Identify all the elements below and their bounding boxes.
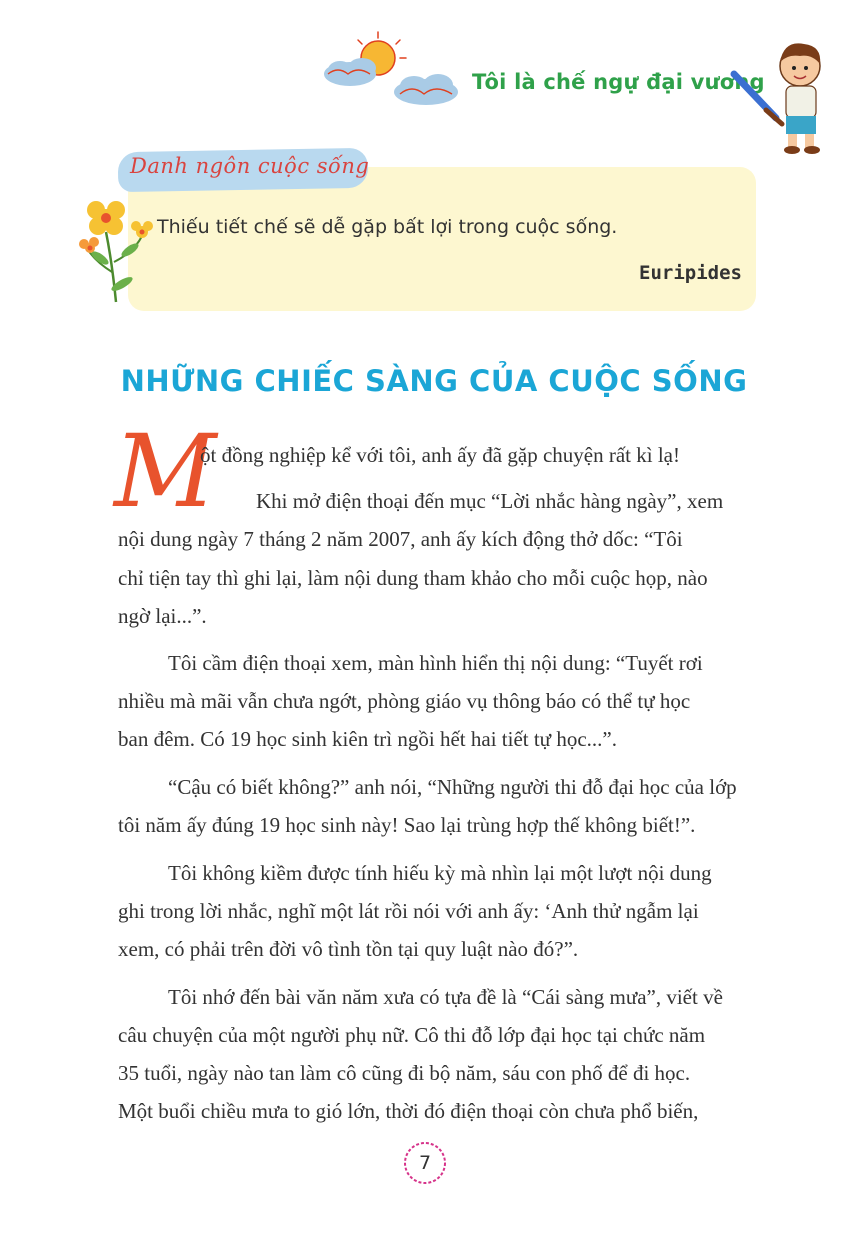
quote-author: Euripides [639,262,742,284]
flower-icon [76,192,156,304]
story-title: NHỮNG CHIẾC SÀNG CỦA CUỘC SỐNG [120,364,748,398]
body-line: ngờ lại...”. [118,604,207,628]
body-line: Tôi cầm điện thoại xem, màn hình hiển thị nội dung: “Tuyết rơi [168,651,703,675]
flower-blossom [79,237,99,253]
body-line: xem, có phải trên đời vô tình tồn tại quy luật nào đó?”. [118,937,579,961]
quote-text: Thiếu tiết chế sẽ dễ gặp bất lợi trong cuộc sống. [157,216,618,238]
boy-with-sword-illustration [726,36,836,154]
body-line: Tôi nhớ đến bài văn năm xưa có tựa đề là “Cái sàng mưa”, viết về [168,985,723,1009]
body-line: ghi trong lời nhắc, nghĩ một lát rồi nói với anh ấy: ‘Anh thử ngẫm lại [118,899,699,923]
sun-clouds-illustration [318,30,468,120]
body-line: Tôi không kiềm được tính hiếu kỳ mà nhìn lại một lượt nội dung [168,861,712,885]
running-header-title: Tôi là chế ngự đại vương [472,70,765,94]
page-number: 7 [418,1152,432,1174]
body-line: Khi mở điện thoại đến mục “Lời nhắc hàng ngày”, xem [256,489,724,513]
flower-blossom [87,201,125,235]
body-line: “Cậu có biết không?” anh nói, “Những người thi đỗ đại học của lớp [168,775,737,799]
body-line: 35 tuổi, ngày nào tan làm cô cũng đi bộ năm, sáu con phố để đi học. [118,1061,691,1085]
body-line: Một buổi chiều mưa to gió lớn, thời đó điện thoại còn chưa phổ biến, [118,1099,699,1123]
body-line: ột đồng nghiệp kể với tôi, anh ấy đã gặp chuyện rất kì lạ! [200,443,680,467]
cloud-icon [394,74,458,105]
quote-tag-label: Danh ngôn cuộc sống [130,154,370,178]
body-line: ban đêm. Có 19 học sinh kiên trì ngồi hết hai tiết tự học...”. [118,727,617,751]
flower-blossom [131,221,153,238]
body-line: chỉ tiện tay thì ghi lại, làm nội dung tham khảo cho mỗi cuộc họp, nào [118,566,708,590]
body-line: nhiều mà mãi vẫn chưa ngớt, phòng giáo vụ thông báo có thể tự học [118,689,691,713]
body-line: tôi năm ấy đúng 19 học sinh này! Sao lại trùng hợp thế không biết!”. [118,813,696,837]
cloud-icon [324,58,376,86]
body-line: nội dung ngày 7 tháng 2 năm 2007, anh ấy kích động thở dốc: “Tôi [118,527,683,551]
body-line: câu chuyện của một người phụ nữ. Cô thi đỗ lớp đại học tại chức năm [118,1023,706,1047]
drop-cap-letter: M [114,413,217,530]
